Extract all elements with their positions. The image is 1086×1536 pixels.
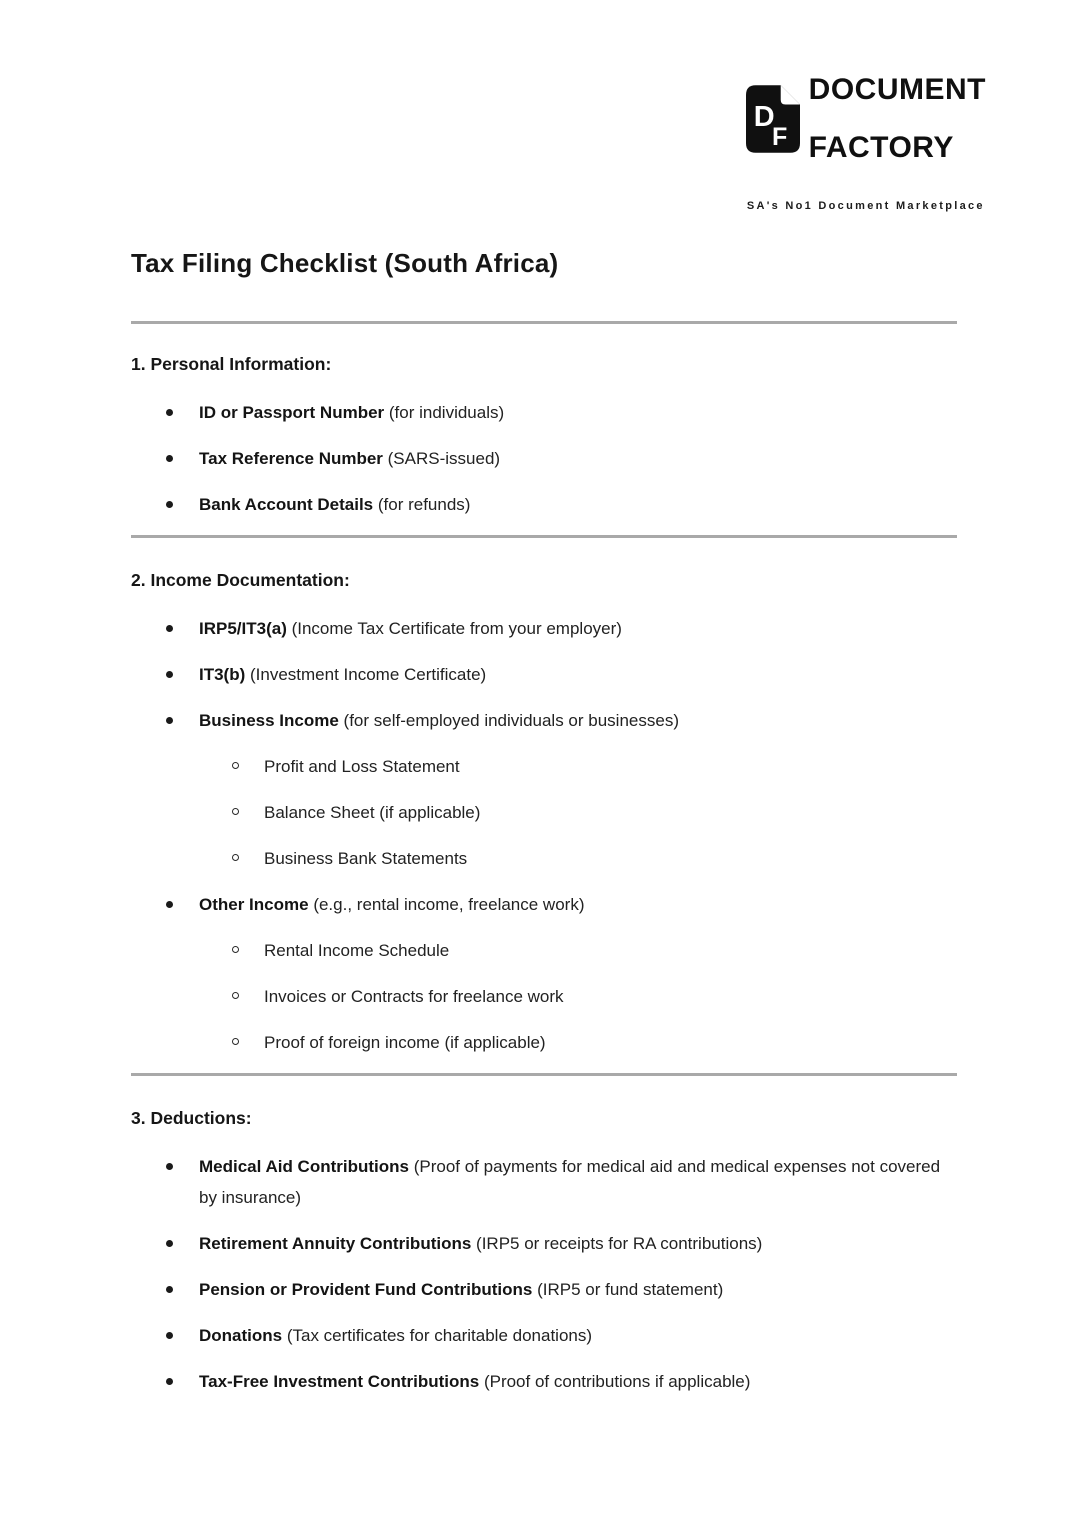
item-term: Donations	[199, 1326, 283, 1346]
brand-tagline: SA's No1 Document Marketplace	[746, 200, 985, 213]
bullet-icon	[166, 1240, 173, 1247]
item-detail: (for refunds)	[373, 495, 471, 515]
brand-name	[809, 46, 986, 191]
checklist-item	[166, 889, 957, 1058]
item-term: Bank Account Details	[199, 495, 374, 515]
bullet-icon	[166, 717, 173, 724]
document-body	[131, 248, 957, 1397]
checklist-item	[166, 705, 957, 874]
item-term: IRP5/IT3(a)	[199, 619, 287, 639]
section-heading: 2. Income Documentation:	[131, 570, 350, 591]
circle-bullet-icon	[232, 992, 239, 999]
sub-item-text: Invoices or Contracts for freelance work	[264, 987, 564, 1007]
sub-item-text: Rental Income Schedule	[264, 941, 450, 961]
item-detail: (IRP5 or fund statement)	[532, 1280, 724, 1300]
item-detail: (Investment Income Certificate)	[245, 665, 487, 685]
circle-bullet-icon	[232, 854, 239, 861]
item-term: IT3(b)	[199, 665, 246, 685]
sub-checklist-item	[232, 797, 957, 828]
divider	[131, 535, 957, 538]
circle-bullet-icon	[232, 762, 239, 769]
bullet-icon	[166, 1286, 173, 1293]
header	[0, 0, 1086, 212]
logo-row	[746, 46, 986, 191]
section-heading: 3. Deductions:	[131, 1108, 252, 1129]
checklist-item	[166, 1151, 957, 1213]
document-factory-logo	[746, 46, 986, 212]
sub-item-text: Proof of foreign income (if applicable)	[264, 1033, 546, 1053]
item-term: Medical Aid Contributions	[199, 1157, 409, 1177]
brand-name-line1: DOCUMENT	[808, 73, 986, 107]
checklist-item	[166, 1320, 957, 1351]
section-personal-information	[131, 352, 957, 520]
item-detail: (for self-employed individuals or businesses)	[338, 711, 679, 731]
item-term: Business Income	[199, 711, 339, 731]
checklist	[166, 397, 957, 520]
item-detail: (SARS-issued)	[382, 449, 501, 469]
document-file-icon	[746, 85, 800, 153]
bullet-icon	[166, 1163, 173, 1170]
sub-checklist	[232, 751, 957, 874]
divider	[131, 1073, 957, 1076]
checklist	[166, 613, 957, 1058]
item-detail: (for individuals)	[384, 403, 505, 423]
bullet-icon	[166, 409, 173, 416]
sub-checklist-item	[232, 1027, 957, 1058]
bullet-icon	[166, 1332, 173, 1339]
item-term: Other Income	[199, 895, 309, 915]
bullet-icon	[166, 671, 173, 678]
checklist-item	[166, 1228, 957, 1259]
circle-bullet-icon	[232, 808, 239, 815]
checklist-item	[166, 659, 957, 690]
item-term: ID or Passport Number	[199, 403, 385, 423]
item-term: Tax Reference Number	[199, 449, 383, 469]
section-heading: 1. Personal Information:	[131, 354, 332, 375]
sub-checklist	[232, 935, 957, 1058]
item-detail: (IRP5 or receipts for RA contributions)	[471, 1234, 763, 1254]
brand-name-line2: FACTORY	[808, 131, 954, 165]
bullet-icon	[166, 625, 173, 632]
checklist-item	[166, 1366, 957, 1397]
logo-letter-f: F	[771, 122, 788, 151]
item-detail: (Proof of payments for medical aid and medical expenses not covered by insurance)	[199, 1157, 941, 1208]
checklist-item	[166, 613, 957, 644]
sub-item-text: Balance Sheet (if applicable)	[264, 803, 481, 823]
section-income-documentation	[131, 568, 957, 1058]
sub-checklist-item	[232, 751, 957, 782]
item-detail: (Proof of contributions if applicable)	[479, 1372, 751, 1392]
item-detail: (e.g., rental income, freelance work)	[308, 895, 585, 915]
sub-item-text: Business Bank Statements	[264, 849, 468, 869]
section-deductions	[131, 1106, 957, 1397]
checklist-item	[166, 443, 957, 474]
sub-checklist-item	[232, 981, 957, 1012]
item-detail: (Tax certificates for charitable donations)	[282, 1326, 593, 1346]
bullet-icon	[166, 1378, 173, 1385]
checklist-item	[166, 489, 957, 520]
divider	[131, 321, 957, 324]
sub-checklist-item	[232, 935, 957, 966]
logo-letter-d: D	[753, 100, 775, 133]
bullet-icon	[166, 455, 173, 462]
checklist-item	[166, 1274, 957, 1305]
item-term: Pension or Provident Fund Contributions	[199, 1280, 533, 1300]
sub-checklist-item	[232, 843, 957, 874]
sub-item-text: Profit and Loss Statement	[264, 757, 460, 777]
checklist-item	[166, 397, 957, 428]
item-detail: (Income Tax Certificate from your employer)	[286, 619, 622, 639]
bullet-icon	[166, 501, 173, 508]
bullet-icon	[166, 901, 173, 908]
page-title: Tax Filing Checklist (South Africa)	[131, 248, 559, 279]
circle-bullet-icon	[232, 1038, 239, 1045]
circle-bullet-icon	[232, 946, 239, 953]
checklist	[166, 1151, 957, 1397]
item-term: Retirement Annuity Contributions	[199, 1234, 472, 1254]
item-term: Tax-Free Investment Contributions	[199, 1372, 480, 1392]
